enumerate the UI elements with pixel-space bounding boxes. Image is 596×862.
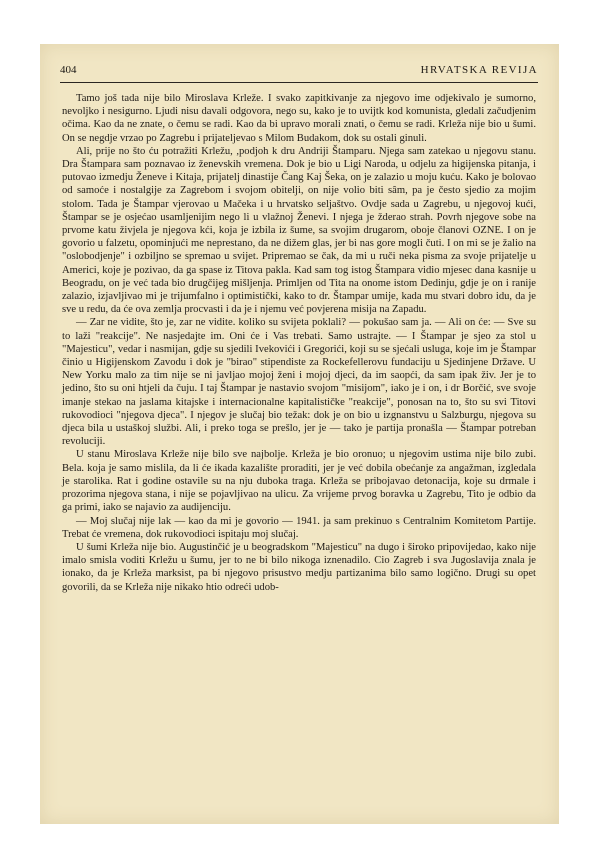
article-body [62,92,536,594]
paragraph: Tamo još tada nije bilo Miroslava Krleže. I svako zapitkivanje za njegovo ime odjekivalo je sumorno, nevoljko i nesigurno. Ljudi nisu davali odgovora, nego su, kako je to uvijtk kod komunista, gledali začudjenim očima. Kao da ne znate, o čemu se radi. Kao da bi upravo morali znati, o čemu se radi. Krleža nije bio u šumi. On se negdje vrzao po Zagrebu i prijateljevao s Milom Budakom, dok su ostali ginuli. [62,93,536,144]
running-title: HRVATSKA REVIJA [420,64,538,76]
paragraph: U šumi Krleža nije bio. Augustinčić je u beogradskom "Majesticu" na dugo i široko pripovijedao, kako nije imalo smisla voditi Krležu u šumu, jer to ne bi bilo nikoga iznenadilo. Cio Zagreb i sva Jugoslavija znala je ionako, da je Krleža marksist, pa bi njegovo prisustvo medju partizanima bilo samo logično. Drugi su opet govorili, da se Krleža nije nikako htio odreći udob- [62,541,536,593]
paragraph: U stanu Miroslava Krleže nije bilo sve najbolje. Krleža je bio oronuo; u njegovim ustima nije bilo zubi. Bela. koja je samo mislila, da li će ikada kazalište proraditi, jer je već dobila obećanje za angažman, izgledala je starolika. Rat i godine ostavile su na nju duboka traga. Krleža se pribojavao detonacija, koje su drmale i prozorima njegova stana, i nije se pojavljivao na ulicu. Za vrijeme prvog boravka u Zagrebu, Tito je odbio da ga primi, iako se najavio za audijenciju. [62,449,536,514]
page-header [60,64,538,82]
paragraph: — Zar ne vidite, što je, zar ne vidite. koliko su svijeta poklali? — pokušao sam ja. — Ali on će: — Sve su to laži "reakcije". Ne nasjedajte im. Oni će i Vas trebati. Samo ustrajte. — I Štampar je sjeo za stol u "Majesticu", vedar i nasmijan, gdje su sjedili Ivekovići i Gregorići, koji su se sjećali usluga, koje im je Štampar činio u Higijenskom Zavodu i dok je "birao" stipendiste za Rockefellerovu fundaciju u Sjedinjene Države. U New Yorku malo za tim nije se ni javljao mojoj ženi i mojoj djeci, da im saopći, da sam ipak živ. Jer je to jedino, što su oni htjeli da čuju. I taj Štampar je nastavio svojom "misijom", iako je i on, i dr Borčić, sve svoje imanje stekao na jaslama kitajske i internacionalne kapitalističke "reakcije", ponosan na to, što su svi Titovi rukovodioci "njegova djeca". I njegov je slučaj bio težak: dok je on bio u izgnanstvu u Salzburgu, njegova su djeca bila u ustaškoj službi. Ali, i preko toga se prešlo, jer je — tako je partija pronašla — Štampar potreban revoluciji. [62,317,536,448]
header-rule [60,82,538,83]
page-number: 404 [60,64,77,76]
paragraph: Ali, prije no što ću potražiti Krležu, ,podjoh k dru Andriji Štamparu. Njega sam zatekao u njegovu stanu. Dra Štampara sam poznavao iz ženevskih vremena. Dok je bio u Ligi Naroda, u odjelu za higijenska pitanja, i putovao izmedju Ženeve i Kitaja, prijatelj dinastije Čang Kaj Šeka, on je zalazio u moju kuću. Kako je bolovao od samoće i nostalgije za Zagrebom i svojom obitelji, on nije volio biti sâm, pa je često sjedio za mojim stolom. Tada je Štampar vjerovao u Mačeka i u hrvatsko seljaštvo. Ovdje sada u Zagrebu, u njegovoj kući, Štampar se je osjećao usamljenijim nego li u vlažnoj Ženevi. I njega je žderao strah. Povrh njegove sobe na prvome katu živjela je njegova kći, koja je izbila iz šume, sa svojim drugarom, oboje članovi OZNE. I on je govorio u falzetu, opominjući me neprestano, da ne dižem glas, jer bi nas gore mogli čuti. I on mi se je žalio na "oslobodjenje" i ozbiljno se spremao u svijet. Pripremao se čak, da mi u ruči neka pisma za svoje prijatelje u Americi, koje je pozivao, da ga spase iz Titova pakla. Kad sam tog istog Štampara vidio mjesec dana kasnije u Beogradu, on je već tada bio drugčijeg mišljenja. Primljen od Tita na onome istom Dedinju, gdje je on i ranije zalazio, izjavljivao mi je trijumfalno i optimistički, kako to dr. Štampar umije, kada mu stvari dobro idu, da je sve u redu, da će ova zemlja procvasti i da je i njemu već povjerena misija na Zapadu. [62,145,536,316]
paragraph: — Moj slučaj nije lak — kao da mi je govorio — 1941. ja sam prekinuo s Centralnim Komitetom Partije. Trebat će vremena, dok rukovodioci ispitaju moj slučaj. [62,515,536,540]
